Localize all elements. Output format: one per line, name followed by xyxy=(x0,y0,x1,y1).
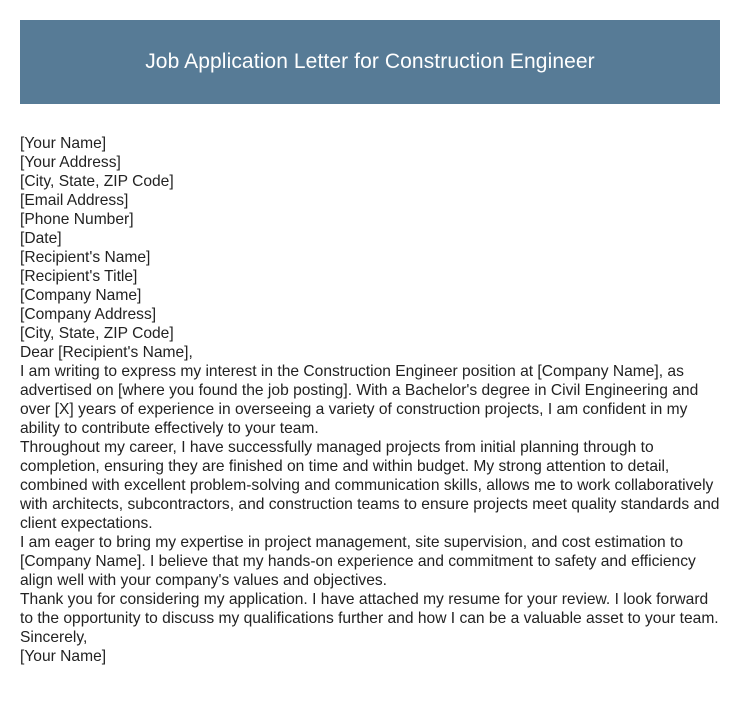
recipient-name: [Recipient's Name] xyxy=(20,249,151,266)
letter-body xyxy=(20,134,720,666)
recipient-title: [Recipient's Title] xyxy=(20,268,138,285)
closing: Sincerely, xyxy=(20,629,88,646)
salutation: Dear [Recipient's Name], xyxy=(20,344,193,361)
sender-address: [Your Address] xyxy=(20,154,121,171)
paragraph-thanks: Thank you for considering my application. I have attached my resume for your review. I look forward to the opportunity to discuss my qualifications further and how I can be a valuable asset to your team. xyxy=(20,591,719,627)
letter-date: [Date] xyxy=(20,230,62,247)
recipient-company: [Company Name] xyxy=(20,287,142,304)
paragraph-expertise: I am eager to bring my expertise in project management, site supervision, and cost estimation to [Company Name]. I believe that my hands-on experience and commitment to safety and efficiency align well with your company's values and objectives. xyxy=(20,534,696,589)
paragraph-experience: Throughout my career, I have successfully managed projects from initial planning through to completion, ensuring they are finished on time and within budget. My strong attention to detail, combined with excellent problem-solving and communication skills, allows me to work collaboratively with architects, subcontractors, and construction teams to ensure projects meet quality standards and client expectations. xyxy=(20,439,720,532)
page-title: Job Application Letter for Construction Engineer xyxy=(145,50,595,73)
paragraph-intro: I am writing to express my interest in the Construction Engineer position at [Company Name], as advertised on [where you found the job posting]. With a Bachelor's degree in Civil Engineering and over [X] years of experience in overseeing a variety of construction projects, I am confident in my ability to contribute effectively to your team. xyxy=(20,363,699,437)
sender-email: [Email Address] xyxy=(20,192,129,209)
sender-name: [Your Name] xyxy=(20,135,107,152)
title-banner xyxy=(20,20,720,104)
signature: [Your Name] xyxy=(20,648,107,665)
sender-city-state-zip: [City, State, ZIP Code] xyxy=(20,173,174,190)
recipient-company-address: [Company Address] xyxy=(20,306,157,323)
sender-phone: [Phone Number] xyxy=(20,211,134,228)
recipient-city-state-zip: [City, State, ZIP Code] xyxy=(20,325,174,342)
